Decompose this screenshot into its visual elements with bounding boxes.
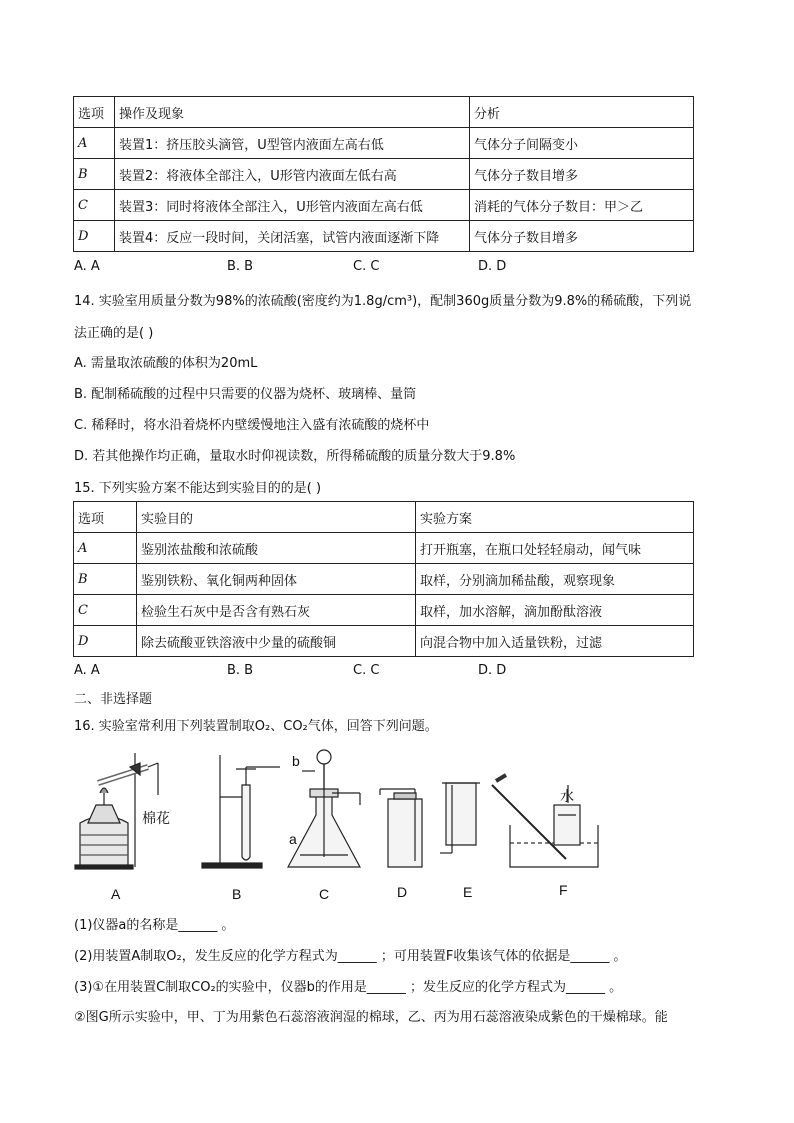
table-row: [74, 190, 694, 221]
table-row: [74, 221, 694, 252]
table-cell: A: [74, 533, 137, 564]
table-cell: 鉴别浓盐酸和浓硫酸: [137, 533, 416, 564]
figure-label-a: A: [111, 886, 121, 902]
q16-sub3: (3)①在用装置C制取CO₂的实验中，仪器b的作用是______ ；发生反应的化学方程式为______ 。: [74, 980, 623, 995]
table-cell: A: [74, 128, 115, 159]
table-cell: 装置1：挤压胶头滴管，U型管内液面左高右低: [115, 128, 470, 159]
table-cell: B: [74, 564, 137, 595]
q14-option-a[interactable]: A. 需量取浓硫酸的体积为20mL: [74, 356, 258, 371]
apparatus-d: [380, 789, 422, 867]
table-cell: D: [74, 221, 115, 252]
table-cell: 取样，分别滴加稀盐酸，观察现象: [416, 564, 694, 595]
table-row: [74, 128, 694, 159]
figure-label-c: C: [319, 886, 330, 902]
table-cell: 检验生石灰中是否含有熟石灰: [137, 595, 416, 626]
q14-stem-line1: 14. 实验室用质量分数为98%的浓硫酸(密度约为1.8g/cm³)，配制360g质量分数为9.8%的稀硫酸，下列说: [74, 294, 692, 309]
table-cell: 除去硫酸亚铁溶液中少量的硫酸铜: [137, 626, 416, 657]
table-header-cell: 选项: [74, 502, 137, 533]
table-row: [74, 595, 694, 626]
table-row: [74, 626, 694, 657]
table-header-cell: 实验目的: [137, 502, 416, 533]
table-cell: 鉴别铁粉、氧化铜两种固体: [137, 564, 416, 595]
apparatus-e: [440, 783, 480, 853]
q15-option-a[interactable]: A. A: [74, 663, 100, 678]
label-shui: 水: [560, 788, 574, 804]
q16-sub4: ②图G所示实验中，甲、丁为用紫色石蕊溶液润湿的棉球，乙、丙为用石蕊溶液染成紫色的干燥棉球。能: [74, 1010, 668, 1025]
table-cell: 取样，加水溶解，滴加酚酞溶液: [416, 595, 694, 626]
table-row: [74, 564, 694, 595]
q15-option-d[interactable]: D. D: [478, 663, 507, 678]
q15-stem: 15. 下列实验方案不能达到实验目的的是( ): [74, 481, 322, 496]
q15-table: [73, 501, 694, 657]
table-cell: 向混合物中加入适量铁粉，过滤: [416, 626, 694, 657]
q13-option-a[interactable]: A. A: [74, 259, 100, 274]
q16-sub2: (2)用装置A制取O₂，发生反应的化学方程式为______ ；可用装置F收集该气体的依据是______ 。: [74, 949, 627, 964]
q14-option-b[interactable]: B. 配制稀硫酸的过程中只需要的仪器为烧杯、玻璃棒、量筒: [74, 387, 417, 402]
table-cell: 装置2：将液体全部注入，U形管内液面左低右高: [115, 159, 470, 190]
q14-option-d[interactable]: D. 若其他操作均正确，量取水时仰视读数，所得稀硫酸的质量分数大于9.8%: [74, 449, 516, 464]
table-cell: D: [74, 626, 137, 657]
figure-label-d: D: [397, 884, 408, 900]
table-header-cell: 分析: [470, 97, 694, 128]
table-cell: 气体分子间隔变小: [470, 128, 694, 159]
q13-option-b[interactable]: B. B: [227, 259, 254, 274]
table-cell: 装置4：反应一段时间，关闭活塞，试管内液面逐渐下降: [115, 221, 470, 252]
figure-label-b: B: [232, 886, 242, 902]
table-cell: 气体分子数目增多: [470, 159, 694, 190]
q14-option-c[interactable]: C. 稀释时，将水沿着烧杯内壁缓慢地注入盛有浓硫酸的烧杯中: [74, 418, 430, 433]
q16-sub1: (1)仪器a的名称是______ 。: [74, 918, 235, 933]
section-heading: 二、非选择题: [74, 692, 153, 707]
q16-stem: 16. 实验室常利用下列装置制取O₂、CO₂气体，回答下列问题。: [74, 719, 438, 734]
table-header-cell: 选项: [74, 97, 115, 128]
table-header-cell: 实验方案: [416, 502, 694, 533]
table-row: [74, 159, 694, 190]
label-a: a: [289, 831, 297, 847]
table-cell: 打开瓶塞，在瓶口处轻轻扇动，闻气味: [416, 533, 694, 564]
table-header-row: [74, 502, 694, 533]
table-header-cell: 操作及现象: [115, 97, 470, 128]
table-row: [74, 533, 694, 564]
label-b: b: [292, 753, 300, 769]
apparatus-b: [202, 755, 280, 868]
label-mianhua: 棉花: [142, 810, 170, 826]
q13-option-d[interactable]: D. D: [478, 259, 507, 274]
q15-option-b[interactable]: B. B: [227, 663, 254, 678]
table-cell: 消耗的气体分子数目：甲＞乙: [470, 190, 694, 221]
figure-label-e: E: [463, 884, 473, 900]
q13-option-c[interactable]: C. C: [353, 259, 380, 274]
table-cell: C: [74, 595, 137, 626]
table-cell: C: [74, 190, 115, 221]
table-header-row: [74, 97, 694, 128]
q15-option-c[interactable]: C. C: [353, 663, 380, 678]
apparatus-f: [492, 775, 598, 867]
q13-table: [73, 96, 694, 252]
table-cell: B: [74, 159, 115, 190]
table-cell: 装置3：同时将液体全部注入，U形管内液面左高右低: [115, 190, 470, 221]
table-cell: 气体分子数目增多: [470, 221, 694, 252]
figure-label-f: F: [559, 882, 568, 898]
q14-stem-line2: 法正确的是( ): [74, 326, 154, 341]
